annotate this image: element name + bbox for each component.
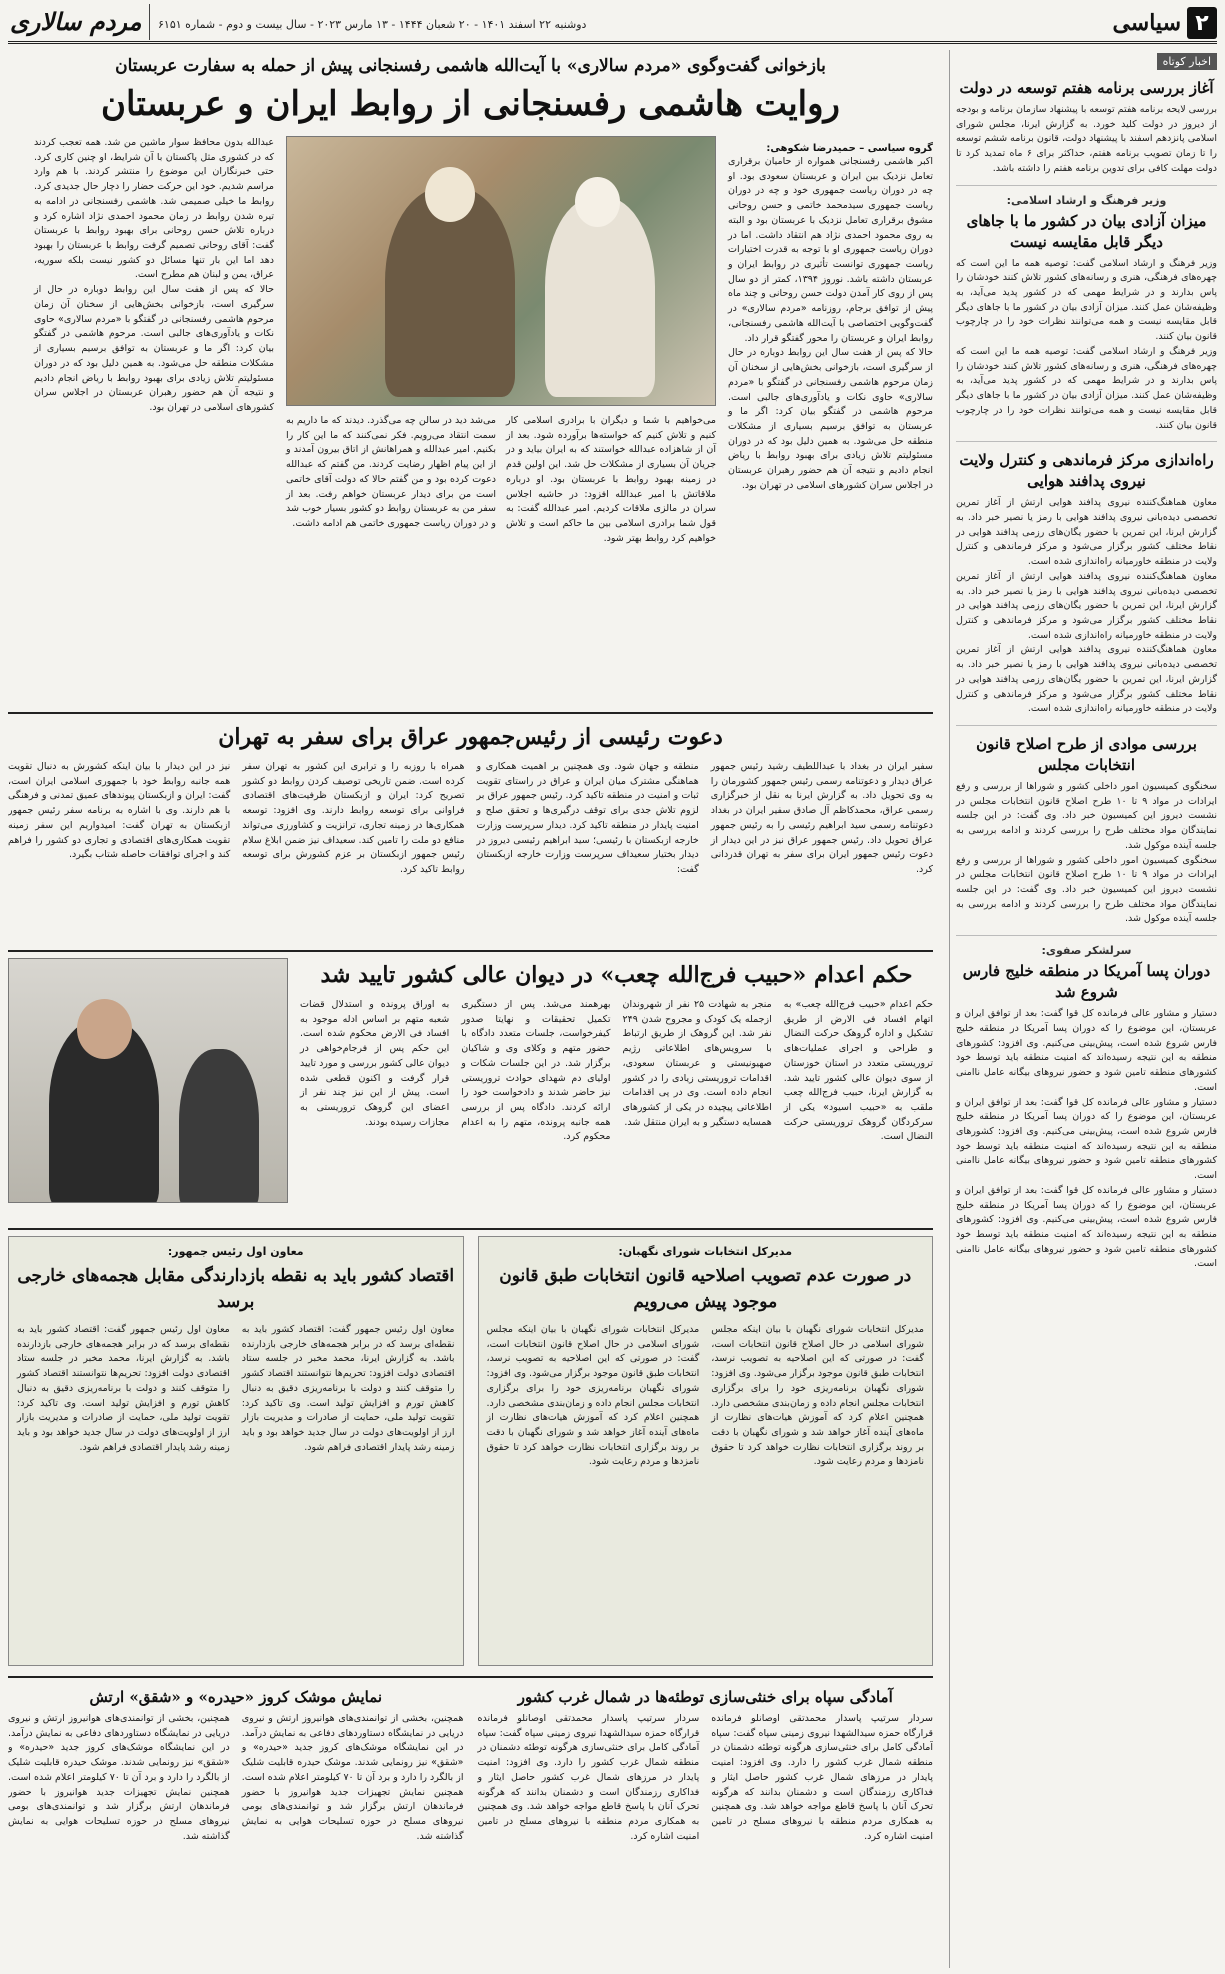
- lead-story: [8, 56, 933, 702]
- economy-box: [8, 1236, 464, 1666]
- issue-line: دوشنبه ۲۲ اسفند ۱۴۰۱ - ۲۰ شعبان ۱۴۴۴ - ۱۳ مارس ۲۰۲۳ - سال بیست و دوم - شماره ۶۱۵۱: [158, 18, 587, 31]
- story-text-more: همچنین، بخشی از توانمندی‌های هوانیروز ارتش و نیروی دریایی در نمایشگاه دستاوردهای دفاعی به نمایش درآمد. در این نمایشگاه موشک‌های کروز جدید «حیدره» و «شقق» نیز رونمایی شدند. موشک حیدره قابلیت شلیک از بالگرد را دارد و برد آن تا ۷۰ کیلومتر اعلام شده است. همچنین نمایش تجهیزات جدید هوانیروز با حضور فرماندهان ارتش برگزار شد و توانمندی‌های بومی نیروهای مسلح در حوزه تسلیحات هوایی به نمایش گذاشته شد.: [8, 1713, 230, 1842]
- divider: [8, 950, 933, 952]
- brief-text-more: دستیار و مشاور عالی فرمانده کل قوا گفت: بعد از توافق ایران و عربستان، این موضوع را که دوران پسا آمریکا در منطقه خلیج فارس شروع شده است، پیش‌بینی می‌کنیم. وی افزود: کشورهای منطقه به این نتیجه رسیده‌اند که امنیت منطقه باید توسط خود کشورهای منطقه تامین شود و حضور نیروهای بیگانه عامل ناامنی است.: [956, 1096, 1217, 1182]
- iraq-text-col2: منطقه و جهان شود. وی همچنین بر اهمیت همکاری و هماهنگی مشترک میان ایران و عراق در راستای تقویت ثبات و امنیت در منطقه تاکید کرد. رئیس جمهور عراق بر لزوم تلاش جدی برای توقف درگیری‌ها و تحقق صلح و امنیت پایدار در منطقه تاکید کرد. دیدار سرپرست وزارت خارجه ازبکستان با رئیسی؛ سید ابراهیم رئیسی دیروز در دیدار بختیار سعیداف سرپرست وزارت خارجه ازبکستان گفت:: [476, 761, 699, 876]
- divider: [956, 185, 1217, 186]
- brief-title: دوران پسا آمریکا در منطقه خلیج فارس شروع شد: [962, 962, 1211, 1002]
- election-box: [478, 1236, 934, 1666]
- box-text-more: مدیرکل انتخابات شورای نگهبان با بیان اینکه مجلس شورای اسلامی در حال اصلاح قانون انتخابات است، گفت: در صورتی که این اصلاحیه به تصویب نرسد، انتخابات طبق قانون موجود برگزار می‌شود. وی افزود: شورای نگهبان برنامه‌ریزی خود را برای برگزاری انتخابات مجلس انجام داده و زمان‌بندی مشخصی دارد. همچنین اعلام کرد که آموزش هیات‌های نظارت از ماه‌های آینده آغاز خواهد شد و شورای نگهبان با دقت بر روند برگزاری انتخابات نظارت خواهد کرد تا حقوق نامزدها و مردم رعایت شود.: [486, 1324, 700, 1468]
- missile-story: [8, 1684, 464, 1884]
- brief-text: معاون هماهنگ‌کننده نیروی پدافند هوایی ارتش از آغاز تمرین تخصصی دیده‌بانی نیروی پدافند هوایی با رمز یا نصیر خبر داد. به گزارش ایرنا، این تمرین با حضور یگان‌های رزمی پدافند هوایی در نقاط مختلف کشور برگزار می‌شود و مرکز فرماندهی و کنترل ولایت در منطقه خاورمیانه راه‌اندازی شده است.: [956, 497, 1217, 568]
- execution-headline: حکم اعدام «حبیب فرج‌الله چعب» در دیوان عالی کشور تایید شد: [320, 962, 913, 988]
- story-text: همچنین، بخشی از توانمندی‌های هوانیروز ارتش و نیروی دریایی در نمایشگاه دستاوردهای دفاعی به نمایش درآمد. در این نمایشگاه موشک‌های کروز جدید «حیدره» و «شقق» نیز رونمایی شدند. موشک حیدره قابلیت شلیک از بالگرد را دارد و برد آن تا ۷۰ کیلومتر اعلام شده است. همچنین نمایش تجهیزات جدید هوانیروز با حضور فرماندهان ارتش برگزار شد و توانمندی‌های بومی نیروهای مسلح در حوزه تسلیحات هوایی به نمایش گذاشته شد.: [241, 1713, 464, 1842]
- iraq-text-col3: همراه با روزبه را و ترابری این کشور به تهران سفر کرده است. ضمن تاریخی توصیف کردن روابط دو کشور تصریح کرد: ایران و ازبکستان ظرفیت‌های اقتصادی فراوانی برای توسعه روابط دارند. وی افزود: توسعه همکاری‌ها در زمینه تجاری، ترانزیت و کشاورزی می‌تواند منافع دو ملت را تامین کند. سعیداف نیز ضمن ابلاغ سلام رئیس جمهور ازبکستان بر عزم کشورش برای توسعه روابط تاکید کرد.: [242, 761, 465, 876]
- story-text-more: سردار سرتیپ پاسدار محمدتقی اوصانلو فرمانده قرارگاه حمزه سیدالشهدا نیروی زمینی سپاه گفت: سپاه آمادگی کامل برای خنثی‌سازی هرگونه توطئه دشمنان در منطقه شمال غرب کشور را دارد. وی افزود: امنیت پایدار در مرزهای شمال غرب کشور حاصل ایثار و فداکاری رزمندگان است و دشمنان بدانند که هرگونه تحرک آنان با پاسخ قاطع مواجه خواهد شد. وی همچنین به همکاری مردم منطقه با نیروهای مسلح در تامین امنیت اشاره کرد.: [477, 1713, 700, 1842]
- iraq-text-col4: نیز در این دیدار با بیان اینکه کشورش به دنبال تقویت همه جانبه روابط خود با جمهوری اسلامی ایران است، گفت: ایران و ازبکستان پیوندهای عمیق تمدنی و فرهنگی با هم دارند. وی با اشاره به برنامه سفر رئیس جمهور ازبکستان به تهران گفت: امیدواریم این سفر زمینه تقویت همکاری‌های اقتصادی و تجاری دو کشور را فراهم کند و اجرای توافقات حاصله شتاب بگیرد.: [8, 761, 231, 861]
- execution-text-col4: به اوراق پرونده و استدلال قضات شعبه متهم بر اساس ادله موجود به افساد فی الارض محکوم شده است. این حکم پس از فرجام‌خواهی در دیوان عالی کشور بررسی و مورد تایید قرار گرفت و اکنون قطعی شده است. پیش از این نیز چند نفر از اعضای این گروهک تروریستی به مجازات رسیده بودند.: [300, 999, 450, 1128]
- execution-text-col1: حکم اعدام «حبیب فرج‌الله چعب» به اتهام افساد فی الارض از طریق تشکیل و اداره گروهک حرکت النضال و طراحی و اجرای عملیات‌های تروریستی متعدد در استان خوزستان از سوی دیوان عالی کشور تایید شد. به گزارش ایرنا، حبیب فرج‌الله چعب ملقب به «حبیب اسیود» یکی از سرکردگان گروهک تروریستی حرکت النضال است.: [783, 999, 933, 1143]
- bottom-stories: [8, 1684, 933, 1884]
- divider: [8, 1228, 933, 1230]
- brief-item: [956, 734, 1217, 927]
- paper-logo: مردم سالاری: [10, 4, 150, 40]
- execution-text-col3: بهرهمند می‌شد. پس از دستگیری تکمیل تحقیقات و نهایتا صدور کیفرخواست، جلسات متعدد دادگاه با حضور متهم و وکلای وی و شاکیان برگزار شد. در این جلسات شکات و اولیای دم شهدای حوادث تروریستی نیز حاضر شدند و دادخواست خود را ارائه کردند. دادگاه پس از بررسی همه جانبه پرونده، متهم را به اعدام محکوم کرد.: [461, 999, 611, 1143]
- box-text: معاون اول رئیس جمهور گفت: اقتصاد کشور باید به نقطه‌ای برسد که در برابر هجمه‌های خارجی بازدارنده باشد. به گزارش ایرنا، محمد مخبر در جلسه ستاد اقتصادی دولت افزود: تحریم‌ها نتوانستند اقتصاد کشور را متوقف کنند و دولت با برنامه‌ریزی دقیق به دنبال کاهش تورم و افزایش تولید است. وی تاکید کرد: تقویت تولید ملی، حمایت از صادرات و مدیریت بازار ارز از اولویت‌های دولت در سال جدید خواهد بود و باید زمینه رشد پایدار اقتصادی فراهم شود.: [241, 1324, 455, 1453]
- box-title: اقتصاد کشور باید به نقطه بازدارندگی مقابل هجمه‌های خارجی برسد: [17, 1266, 455, 1312]
- lead-author: گروه سیاسی – حمیدرضا شکوهی:: [766, 143, 933, 154]
- irgc-story: [478, 1684, 934, 1884]
- brief-item: [956, 450, 1217, 717]
- page-header: [8, 4, 1217, 44]
- iraq-headline: دعوت رئیسی از رئیس‌جمهور عراق برای سفر به تهران: [218, 724, 723, 750]
- brief-text: سخنگوی کمیسیون امور داخلی کشور و شوراها از بررسی و رفع ایرادات در مواد ۹ تا ۱۰ طرح اصلاح قانون انتخابات مجلس در نشست دیروز این کمیسیون خبر داد. وی گفت: در این جلسه نمایندگان مواد مختلف طرح را بررسی کردند و ادامه بررسی به جلسه آینده موکول شد.: [956, 781, 1217, 851]
- box-kicker: مدیرکل انتخابات شورای نگهبان:: [618, 1245, 793, 1258]
- iraq-text-col1: سفیر ایران در بغداد با عبداللطیف رشید رئیس جمهور عراق دیدار و دعوتنامه رسمی رئیس جمهور کشورمان را به وی تحویل داد. به گزارش ایرنا به نقل از خبرگزاری رسمی عراق، محمدکاظم آل صادق سفیر ایران در بغداد دعوتنامه رسمی سید ابراهیم رئیسی را به رئیس جمهور عراق تحویل داد. رئیس جمهور عراق نیز در این دیدار از دعوت رئیس جمهور ایران برای سفر به تهران قدردانی کرد.: [710, 761, 933, 876]
- lead-text-col1: اکبر هاشمی رفسنجانی همواره از حامیان برقراری تعامل نزدیک بین ایران و عربستان سعودی بود. او چه در دوران ریاست جمهوری خود و چه در دوران ریاست جمهوری سیدمحمد خاتمی و حسن روحانی مشوق برقراری تعامل نزدیک با عربستان بود و البته به روی محمود احمدی نژاد هم انتقاد داشت. اما در دوران ریاست جمهوری او با توجه به قدرت اختیارات ریاست جمهوری توانست تأثیری در روابط ایران و عربستان داشته باشد. نوروز ۱۳۹۴، کمتر از دو سال پس از روی کار آمدن دولت حسن روحانی و چند ماه پیش از توافق برجام، روزنامه «مردم سالاری» در گفت‌وگویی اختصاصی با آیت‌الله هاشمی رفسنجانی، روابط ایران و عربستان را محور گفتگو قرار داد.: [728, 156, 933, 344]
- brief-kicker: سرلشکر صفوی:: [1041, 944, 1132, 958]
- brief-text-more: دستیار و مشاور عالی فرمانده کل قوا گفت: بعد از توافق ایران و عربستان، این موضوع را که دوران پسا آمریکا در منطقه خلیج فارس شروع شده است، پیش‌بینی می‌کنیم. وی افزود: کشورهای منطقه به این نتیجه رسیده‌اند که امنیت منطقه باید توسط خود کشورهای منطقه تامین شود و حضور نیروهای بیگانه عامل ناامنی است.: [956, 1184, 1217, 1270]
- main-content: [8, 50, 933, 1884]
- iraq-story: [8, 720, 933, 940]
- lead-text-col3: می‌خواهیم با شما و دیگران با برادری اسلامی کار کنیم و تلاش کنیم که خواسته‌ها برآورده شود. بعد از آن از شاهزاده عبدالله خواستند که به ایران بیاید و در جریان آن بسیاری از مشکلات حل شد. این اولین قدم در زمینه بهبود روابط با عربستان بود. او درباره ملاقاتش با امیر عبدالله افزود: در حاشیه اجلاس سران در مالزی ملاقات کردیم. امیر عبدالله گفت: به قول شما برادری اسلامی بین ما حاکم است و تلاش خواهیم کرد روابط بهتر شود.: [506, 415, 716, 544]
- lead-photo: [286, 136, 716, 406]
- section-tab: [1112, 4, 1217, 42]
- box-title: در صورت عدم تصویب اصلاحیه قانون انتخابات طبق قانون موجود پیش می‌رویم: [499, 1266, 912, 1312]
- sidebar-tag: اخبار کوتاه: [1157, 53, 1217, 70]
- lead-text-col5: عبدالله بدون محافظ سوار ماشین من شد. همه تعجب کردند که در کشوری مثل پاکستان با آن شرایط، او چنین کاری کرد. حتی خبرنگاران این موضوع را منتشر کردند. با هم وارد مراسم شدیم. خود این حرکت حضار را دچار حال جدیدی کرد. روابط ما خیلی صمیمی شد. هاشمی رفسنجانی در ادامه به تیره شدن روابط در زمان محمود احمدی نژاد اشاره کرد و درباره تلاش حسن روحانی برای بهبود روابط با عربستان گفت: آقای روحانی تصمیم گرفت روابط با عربستان را بهبود دهد اما این بار تنها مسائل دو کشور نیست بلکه سوریه، عراق، یمن و لبنان هم مطرح است.: [34, 137, 274, 281]
- divider: [8, 712, 933, 714]
- story-headline: نمایش موشک کروز «حیدره» و «شقق» ارتش: [89, 1688, 383, 1706]
- brief-text-more: معاون هماهنگ‌کننده نیروی پدافند هوایی ارتش از آغاز تمرین تخصصی دیده‌بانی نیروی پدافند هوایی با رمز یا نصیر خبر داد. به گزارش ایرنا، این تمرین با حضور یگان‌های رزمی پدافند هوایی در نقاط مختلف کشور برگزار می‌شود و مرکز فرماندهی و کنترل ولایت در منطقه خاورمیانه راه‌اندازی شده است.: [956, 570, 1217, 641]
- divider: [956, 725, 1217, 726]
- story-text: سردار سرتیپ پاسدار محمدتقی اوصانلو فرمانده قرارگاه حمزه سیدالشهدا نیروی زمینی سپاه گفت: سپاه آمادگی کامل برای خنثی‌سازی هرگونه توطئه دشمنان در منطقه شمال غرب کشور را دارد. وی افزود: امنیت پایدار در مرزهای شمال غرب کشور حاصل ایثار و فداکاری رزمندگان است و دشمنان بدانند که هرگونه تحرک آنان با پاسخ قاطع مواجه خواهد شد. وی همچنین به همکاری مردم منطقه با نیروهای مسلح در تامین امنیت اشاره کرد.: [711, 1713, 933, 1842]
- lead-text-col5-more: حالا که پس از هفت سال این روابط دوباره در حال از سرگیری است، بازخوانی بخش‌هایی از سخنان آن زمان مرحوم هاشمی رفسنجانی در گفتگو با «مردم سالاری» حاوی نکات و یادآوری‌های جالبی است. مرحوم هاشمی در گفتگو بیان کرد: اگر ما و عربستان به توافق برسیم بسیاری از مشکلات منطقه حل می‌شود. به همین دلیل بود که در دوران مسئولیتم تلاش زیادی برای بهبود روابط با ریاض انجام دادیم و نتیجه آن هم حضور رهبران عربستان در اجلاس سران کشورهای اسلامی در تهران بود.: [34, 284, 274, 413]
- divider: [956, 441, 1217, 442]
- lead-headline: روایت هاشمی رفسنجانی از روابط ایران و عربستان: [101, 84, 840, 124]
- brief-item: [956, 78, 1217, 177]
- brief-text: بررسی لایحه برنامه هفتم توسعه با پیشنهاد سازمان برنامه و بودجه از دیروز در دولت کلید خورد. به گزارش ایرنا، مجلس شورای اسلامی پانزدهم اسفند با پیشنهاد دولت، قانون برنامه ششم توسعه را تا زمان تصویب برنامه هفتم، حداکثر برای ۶ ماه تمدید کرد تا دولت مهلت کافی برای تدوین برنامه هفتم را داشته باشد.: [956, 104, 1217, 174]
- brief-text-more: سخنگوی کمیسیون امور داخلی کشور و شوراها از بررسی و رفع ایرادات در مواد ۹ تا ۱۰ طرح اصلاح قانون انتخابات مجلس در نشست دیروز این کمیسیون خبر داد. وی گفت: در این جلسه نمایندگان مواد مختلف طرح را بررسی کردند و ادامه بررسی به جلسه آینده موکول شد.: [956, 854, 1217, 925]
- box-kicker: معاون اول رئیس جمهور:: [167, 1245, 304, 1258]
- news-briefs-sidebar: [949, 50, 1217, 1968]
- lead-text-col4: می‌شد دید در سالن چه می‌گذرد. دیدند که ما داریم به سمت انتقاد می‌رویم. فکر نمی‌کنند که ما این کار را بکنیم. امیر عبدالله و همراهانش از اتاق بیرون آمدند و از این پیام اظهار رضایت کردند. من گفتم که عبدالله دعوت کرده بود و من گفتم حالا که دولت آقای خاتمی است من برای دیدار عربستان خواهم رفت. بعد از سفر من به عربستان روابط دو کشور بسیار خوب شد و در دوران ریاست جمهوری خاتمی هم ادامه داشت.: [286, 415, 496, 530]
- box-text: مدیرکل انتخابات شورای نگهبان با بیان اینکه مجلس شورای اسلامی در حال اصلاح قانون انتخابات است، گفت: در صورتی که این اصلاحیه به تصویب نرسد، انتخابات طبق قانون موجود برگزار می‌شود. وی افزود: شورای نگهبان برنامه‌ریزی خود را برای برگزاری انتخابات مجلس انجام داده و زمان‌بندی مشخصی دارد. همچنین اعلام کرد که آموزش هیات‌های نظارت از ماه‌های آینده آغاز خواهد شد و شورای نگهبان با دقت بر روند برگزاری انتخابات نظارت خواهد کرد تا حقوق نامزدها و مردم رعایت شود.: [711, 1324, 924, 1468]
- execution-text-col2: منجر به شهادت ۲۵ نفر از شهروندان ازجمله یک کودک و مجروح شدن ۲۴۹ نفر شد. این گروهک از طریق ارتباط با سرویس‌های اطلاعاتی رژیم صهیونیستی و عربستان سعودی، اقدامات تروریستی زیادی را در کشور انجام داده است. وی در پی اقدامات اطلاعاتی پیچیده در یکی از کشورهای همسایه دستگیر و به ایران منتقل شد.: [622, 999, 772, 1128]
- brief-title: راه‌اندازی مرکز فرماندهی و کنترل ولایت نیروی پدافند هوایی: [959, 451, 1214, 491]
- divider: [956, 935, 1217, 936]
- execution-story: [8, 958, 933, 1218]
- story-headline: آمادگی سپاه برای خنثی‌سازی توطئه‌ها در شمال غرب کشور: [517, 1688, 893, 1706]
- brief-item: [956, 944, 1217, 1272]
- brief-item: [956, 194, 1217, 434]
- boxed-stories: [8, 1236, 933, 1666]
- lead-text-col2: حالا که پس از هفت سال این روابط دوباره در حال از سرگیری است، بازخوانی بخش‌هایی از سخنان آن زمان مرحوم هاشمی رفسنجانی در گفتگو با «مردم سالاری» حاوی نکات و یادآوری‌های جالبی است. مرحوم هاشمی در گفتگو بیان کرد: اگر ما و عربستان به توافق برسیم بسیاری از مشکلات منطقه حل می‌شود. به همین دلیل بود که در دوران مسئولیتم تلاش زیادی برای بهبود روابط با ریاض انجام دادیم و نتیجه آن هم حضور رهبران عربستان در اجلاس سران کشورهای اسلامی در تهران بود.: [728, 347, 933, 491]
- execution-photo: [8, 958, 288, 1203]
- brief-text: وزیر فرهنگ و ارشاد اسلامی گفت: توصیه همه ما این است که چهره‌های فرهنگی، هنری و رسانه‌های کشور تلاش کنند خودشان را پاس بدارند و در شرایط مهمی که در کشور پدید می‌آید، به وظیفه‌شان عمل کنند. میزان آزادی بیان در کشور ما با جاهای دیگر قابل مقایسه نیست و همه می‌توانند نظرات خود را در چارچوب قانون بیان کنند.: [956, 257, 1217, 343]
- lead-kicker: بازخوانی گفت‌وگوی «مردم سالاری» با آیت‌الله هاشمی رفسنجانی پیش از حمله به سفارت عربستان: [115, 56, 826, 76]
- section-name: سیاسی: [1112, 10, 1181, 36]
- box-text-more: معاون اول رئیس جمهور گفت: اقتصاد کشور باید به نقطه‌ای برسد که در برابر هجمه‌های خارجی بازدارنده باشد. به گزارش ایرنا، محمد مخبر در جلسه ستاد اقتصادی دولت افزود: تحریم‌ها نتوانستند اقتصاد کشور را متوقف کنند و دولت با برنامه‌ریزی دقیق به دنبال کاهش تورم و افزایش تولید است. وی تاکید کرد: تقویت تولید ملی، حمایت از صادرات و مدیریت بازار ارز از اولویت‌های دولت در سال جدید خواهد بود و باید زمینه رشد پایدار اقتصادی فراهم شود.: [17, 1324, 230, 1453]
- brief-text: دستیار و مشاور عالی فرمانده کل قوا گفت: بعد از توافق ایران و عربستان، این موضوع را که دوران پسا آمریکا در منطقه خلیج فارس شروع شده است، پیش‌بینی می‌کنیم. وی افزود: کشورهای منطقه به این نتیجه رسیده‌اند که امنیت منطقه باید توسط خود کشورهای منطقه تامین شود و حضور نیروهای بیگانه عامل ناامنی است.: [956, 1008, 1217, 1093]
- brief-kicker: وزیر فرهنگ و ارشاد اسلامی:: [1006, 193, 1167, 207]
- brief-text-more: وزیر فرهنگ و ارشاد اسلامی گفت: توصیه همه ما این است که چهره‌های فرهنگی، هنری و رسانه‌های کشور تلاش کنند خودشان را پاس بدارند و در شرایط مهمی که در کشور پدید می‌آید، به وظیفه‌شان عمل کنند. میزان آزادی بیان در کشور ما با جاهای دیگر قابل مقایسه نیست و همه می‌توانند نظرات خود را در چارچوب قانون بیان کنند.: [956, 345, 1217, 431]
- brief-title: میزان آزادی بیان در کشور ما با جاهای دیگر قابل مقایسه نیست: [966, 211, 1207, 251]
- divider: [8, 1676, 933, 1678]
- page-number: ۲: [1187, 7, 1217, 39]
- brief-title: آغاز بررسی برنامه هفتم توسعه در دولت: [959, 79, 1214, 97]
- brief-text-more: معاون هماهنگ‌کننده نیروی پدافند هوایی ارتش از آغاز تمرین تخصصی دیده‌بانی نیروی پدافند هوایی با رمز یا نصیر خبر داد. به گزارش ایرنا، این تمرین با حضور یگان‌های رزمی پدافند هوایی در نقاط مختلف کشور برگزار می‌شود و مرکز فرماندهی و کنترل ولایت در منطقه خاورمیانه راه‌اندازی شده است.: [956, 644, 1217, 715]
- brief-title: بررسی موادی از طرح اصلاح قانون انتخابات مجلس: [976, 735, 1197, 774]
